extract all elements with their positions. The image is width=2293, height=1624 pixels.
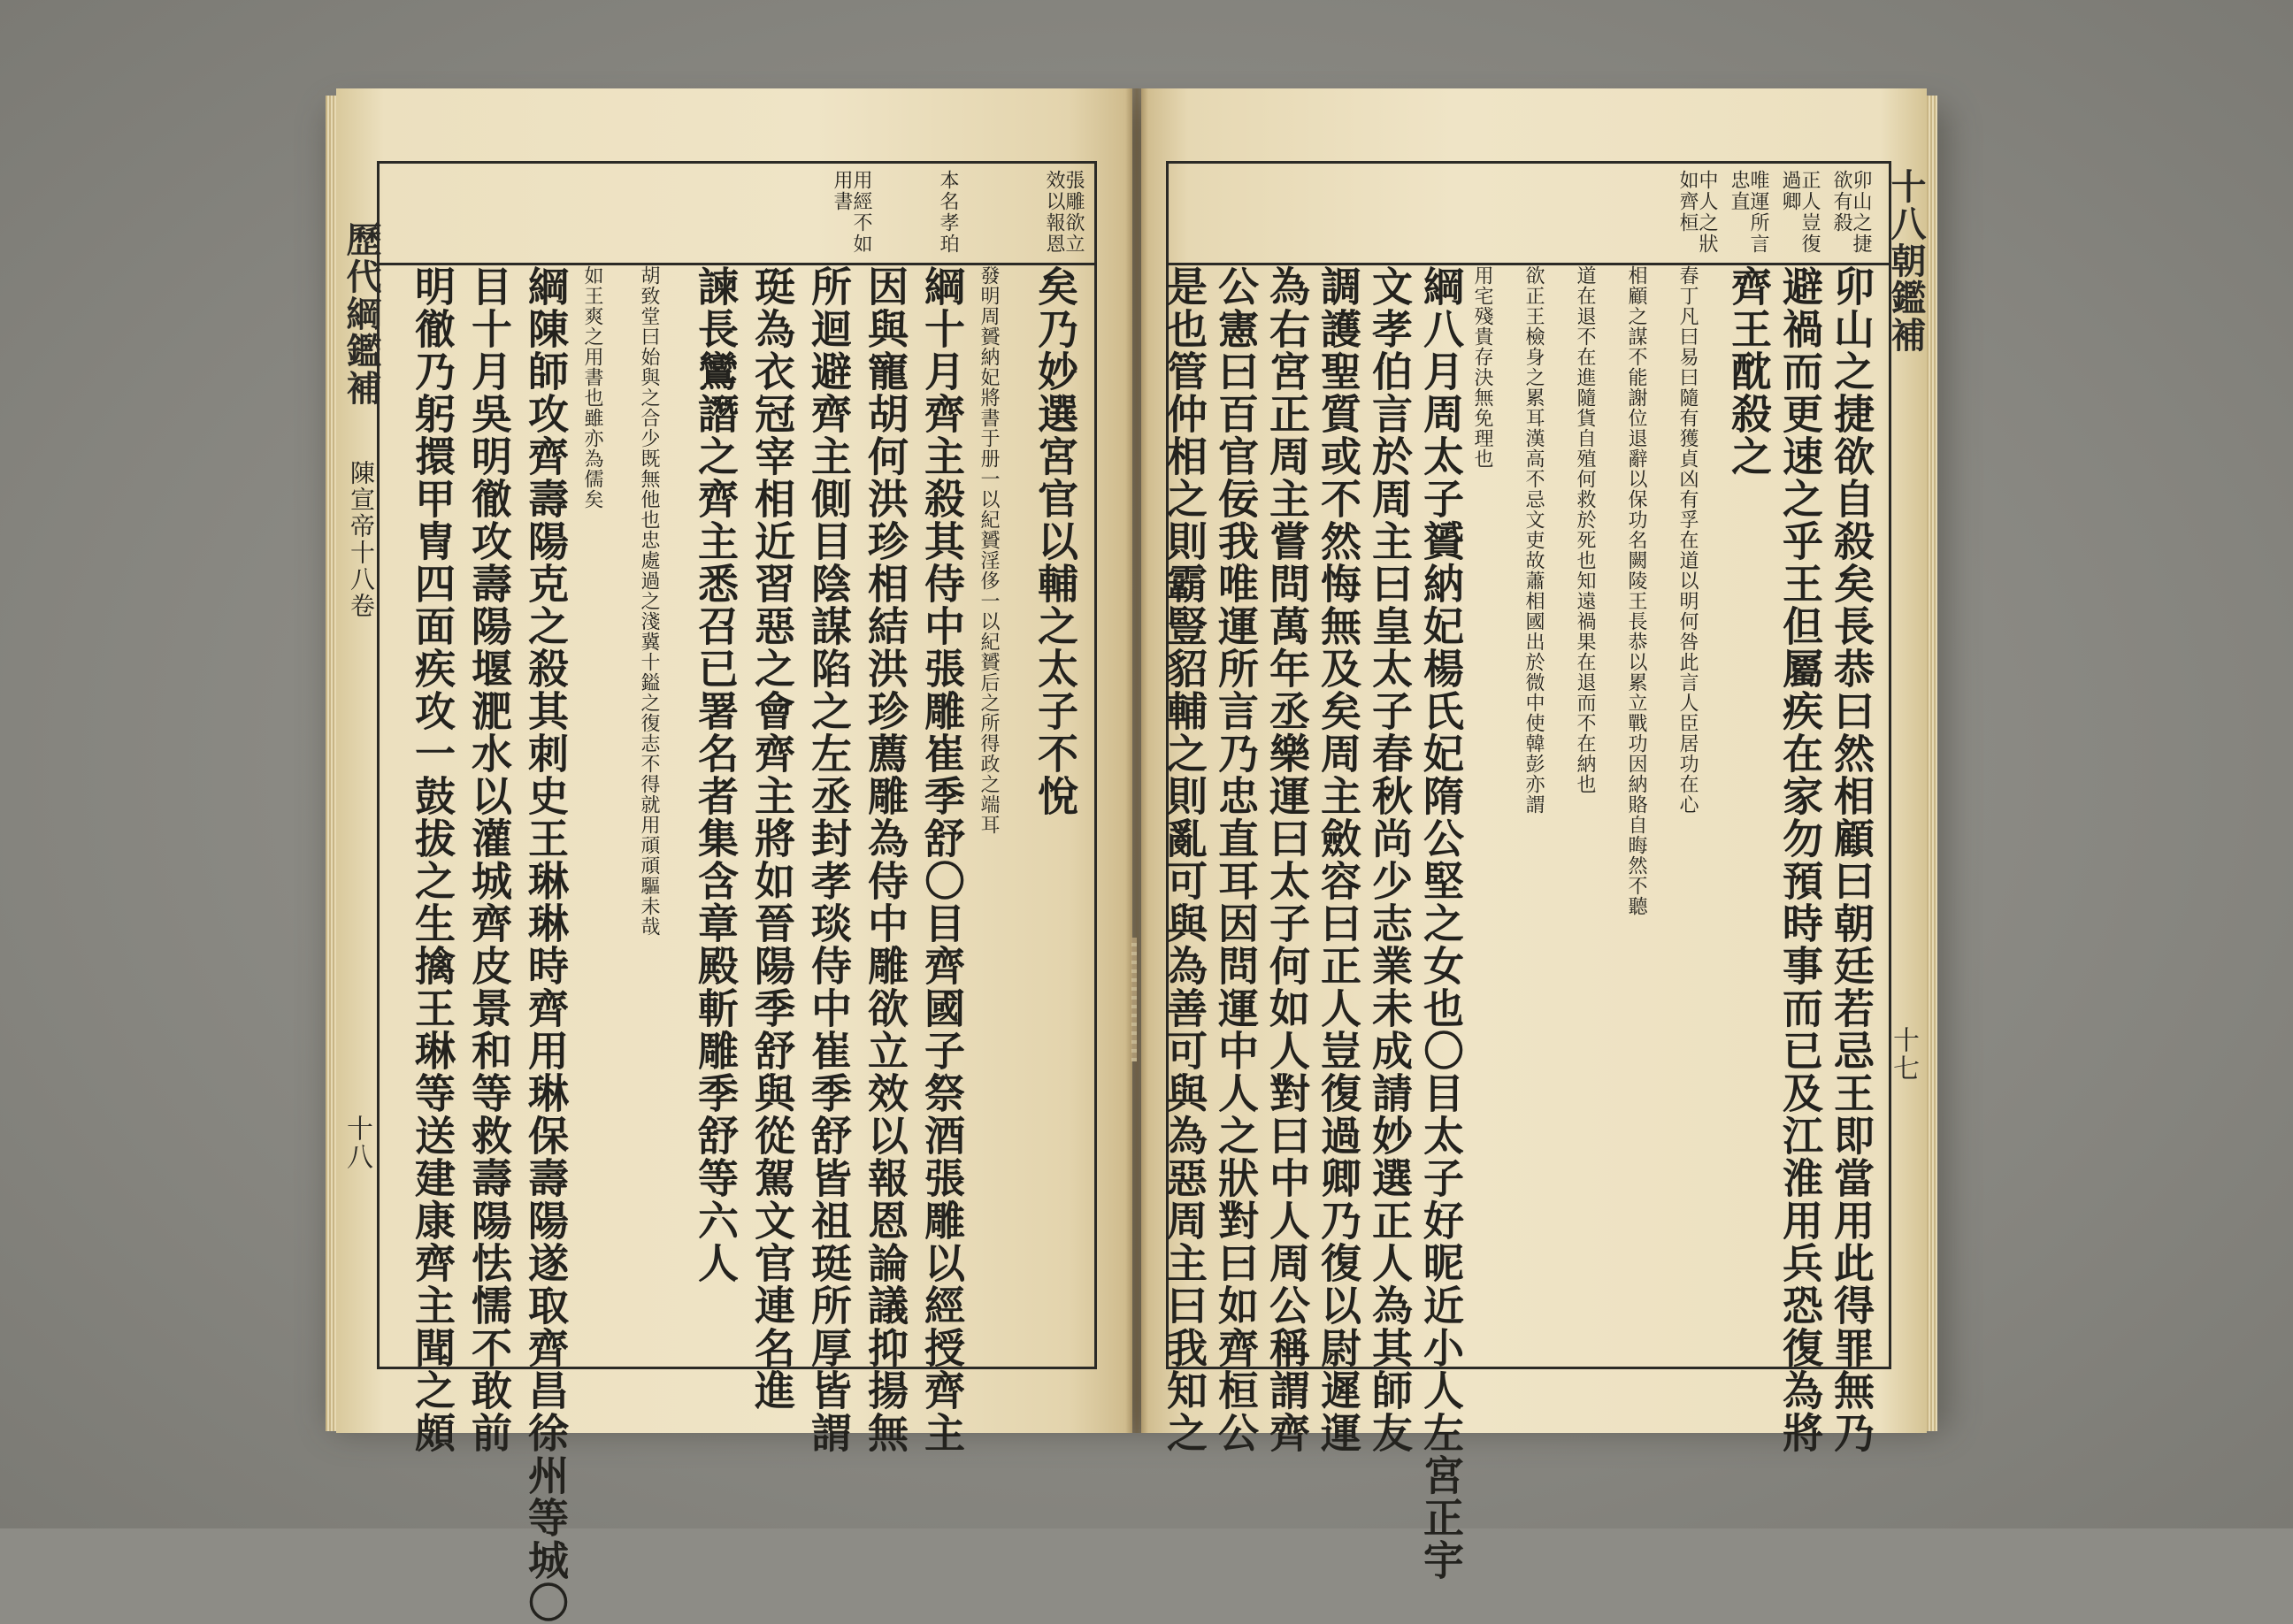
right-text-column: 相顧之謀不能謝位退辭以保功名闕陵王長恭以累立戰功因納賂自晦然不聽 <box>1625 265 1647 916</box>
book-gutter <box>1125 88 1148 1433</box>
right-text-column: 為右宮正周主嘗問萬年丞樂運曰太子何如人對曰中人周公稱謂齊 <box>1263 265 1311 1454</box>
left-folio: 十八 <box>341 1115 372 1171</box>
left-text-column: 綱陳師攻齊壽陽克之殺其刺史王琳琳時齊用琳保壽陽遂取齊昌徐州等城〇 <box>522 265 570 1624</box>
left-top-notes-band <box>380 164 1094 265</box>
left-page <box>336 88 1132 1624</box>
left-text-column: 因與寵胡何洪珍相結洪珍薦雕為侍中雕欲立效以報恩論議抑揚無 <box>862 265 909 1454</box>
left-top-note: 用經不如用書 <box>831 170 872 255</box>
left-edge-title: 歷代綱鑑補 <box>341 221 382 407</box>
right-top-note: 卯山之捷欲有殺 <box>1830 170 1872 255</box>
left-top-note: 張雕欲立效以報恩 <box>1043 170 1085 255</box>
right-top-note: 唯運所言忠直 <box>1728 170 1769 255</box>
right-page <box>1141 88 1927 1582</box>
right-text-column: 欲正王檢身之累耳漢高不忌文吏故蕭相國出於微中使韓彭亦謂 <box>1522 265 1545 815</box>
left-text-column: 明徹乃躬擐甲冑四面疾攻一鼓拔之生擒王琳等送建康齊主聞之頗 <box>409 265 456 1454</box>
left-text-column: 諫長鸞譖之齊主悉召已署名者集含章殿斬雕季舒等六人 <box>692 265 740 1284</box>
left-section-title: 陳宣帝十八卷 <box>347 460 376 619</box>
right-top-note: 中人之狀如齊桓 <box>1676 170 1718 255</box>
right-text-column: 文孝伯言於周主曰皇太子春秋尚少志業未成請妙選正人為其師友 <box>1366 265 1414 1454</box>
right-folio: 十七 <box>1888 1026 1919 1083</box>
right-text-column: 齊王酖殺之 <box>1725 265 1773 478</box>
right-text-column: 公憲曰百官佞我唯運所言乃忠直耳因問運中人之狀對曰如齊桓公 <box>1212 265 1260 1454</box>
binding-thread <box>1131 938 1137 1061</box>
right-top-note: 正人豈復過卿 <box>1779 170 1821 255</box>
left-text-column: 目十月吳明徹攻壽陽堰淝水以灌城齊皮景和等救壽陽怯懦不敢前 <box>465 265 513 1454</box>
right-text-column: 卯山之捷欲自殺矣長恭曰然相顧曰朝廷若忌王即當用此得罪無乃 <box>1828 265 1875 1454</box>
right-text-column: 道在退不在進隨貨自殖何救於死也知遠禍果在退而不在納也 <box>1574 265 1596 794</box>
right-text-column: 調護聖質或不然悔無及矣周主斂容曰正人豈復過卿乃復以尉遲運 <box>1315 265 1362 1454</box>
left-text-column: 珽為衣冠宰相近習惡之會齊主將如晉陽季舒與從駕文官連名進 <box>748 265 796 1412</box>
right-text-column: 避禍而更速之乎王但屬疾在家勿預時事而已及江淮用兵恐復為將 <box>1776 265 1824 1454</box>
left-text-column: 發明周贇納妃將書于册一以紀贇淫侈一以紀贇后之所得政之端耳 <box>978 265 1000 835</box>
left-text-column: 綱十月齊主殺其侍中張雕崔季舒〇目齊國子祭酒張雕以經授齊主 <box>918 265 966 1454</box>
left-text-column: 矣乃妙選宮官以輔之太子不悅 <box>1031 265 1079 817</box>
right-text-column: 綱八月周太子贇納妃楊氏妃隋公堅之女也〇目太子好昵近小人左宮正宇 <box>1417 265 1465 1582</box>
right-text-column: 春丁凡曰易曰隨有獲貞凶有孚在道以明何咎此言人臣居功在心 <box>1676 265 1699 815</box>
right-text-column: 是也管仲相之則霸豎貂輔之則亂可與為善可與為惡周主曰我知之 <box>1161 265 1208 1454</box>
left-top-note: 本名孝珀 <box>937 170 959 255</box>
left-text-column: 所迴避齊主側目陰謀陷之左丞封孝琰侍中崔季舒皆祖珽所厚皆謂 <box>805 265 853 1454</box>
left-text-column: 胡致堂曰始與之合少既無他也忠處過之淺冀十鎰之復志不得就用頑頑驅未哉 <box>638 265 660 937</box>
left-text-column: 如王爽之用書也雖亦為儒矣 <box>581 265 603 509</box>
right-edge-title: 十八朝鑑補 <box>1885 168 1927 354</box>
right-text-column: 用宅殘貴存決無免理也 <box>1471 265 1493 469</box>
